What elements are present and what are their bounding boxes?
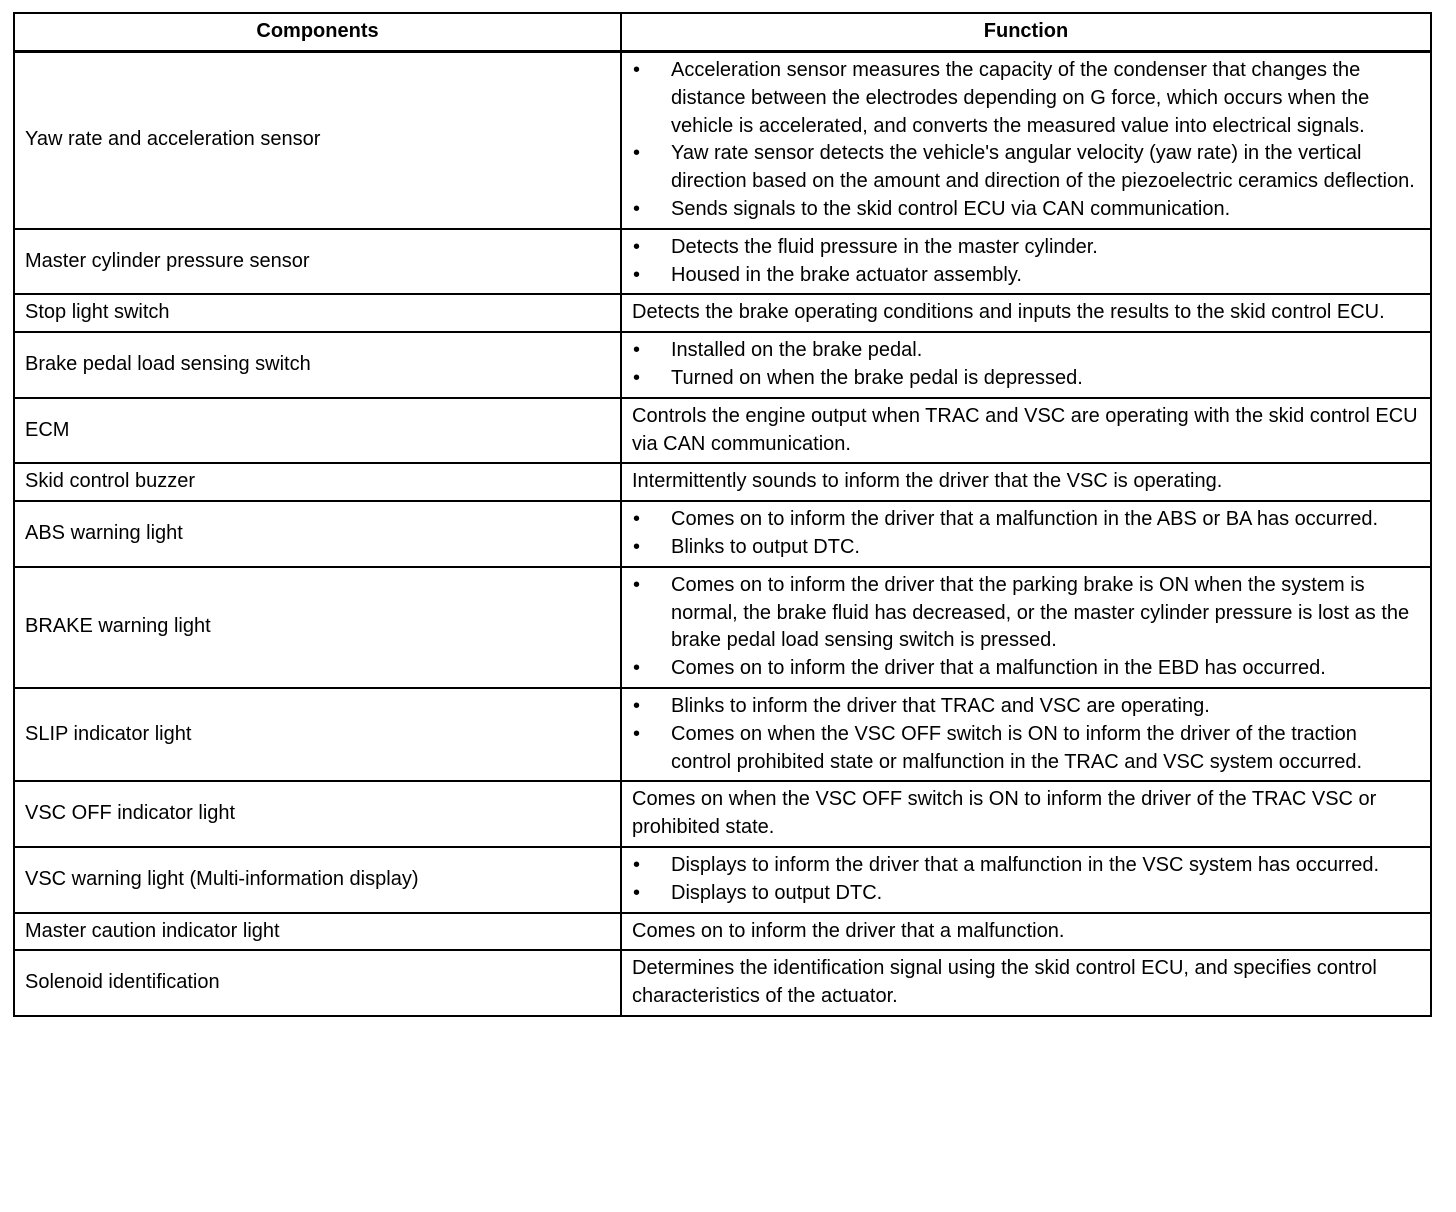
bullet-icon: • [633,366,641,389]
component-name: ABS warning light [14,501,621,567]
component-name: VSC OFF indicator light [14,781,621,847]
function-bullet-item [632,262,1420,290]
function-bullet-item [632,880,1420,908]
components-function-table [13,12,1432,1017]
function-bullet-item [632,852,1420,880]
function-bullet-text: Comes on to inform the driver that a malfunction in the ABS or BA has occurred. [671,508,1379,531]
function-description [621,913,1431,951]
function-bullet-item [632,365,1420,393]
bullet-icon: • [633,657,641,680]
function-description [621,781,1431,847]
header-components: Components [14,13,621,52]
component-name: Solenoid identification [14,950,621,1016]
component-name: Master cylinder pressure sensor [14,229,621,295]
header-row [14,13,1431,52]
function-bullet-item [632,196,1420,224]
table-row [14,501,1431,567]
bullet-icon: • [633,535,641,558]
function-description [621,52,1431,229]
table-body [14,52,1431,1016]
function-bullet-text: Comes on to inform the driver that a malfunction in the EBD has occurred. [671,657,1326,680]
table-row [14,688,1431,781]
function-bullet-text: Installed on the brake pedal. [671,339,923,362]
component-name: Brake pedal load sensing switch [14,332,621,398]
function-bullet-list [632,234,1420,290]
function-bullet-text: Blinks to output DTC. [671,535,860,558]
table-row [14,781,1431,847]
table-row [14,398,1431,464]
function-bullet-list [632,693,1420,776]
function-text: Comes on when the VSC OFF switch is ON to inform the driver of the TRAC VSC or prohibited state. [632,788,1377,839]
function-bullet-item [632,506,1420,534]
function-bullet-item [632,337,1420,365]
function-description [621,950,1431,1016]
function-bullet-text: Displays to inform the driver that a malfunction in the VSC system has occurred. [671,853,1380,876]
function-description [621,332,1431,398]
function-text: Determines the identification signal using the skid control ECU, and specifies control characteristics of the actuator. [632,957,1377,1008]
function-bullet-text: Detects the fluid pressure in the master cylinder. [671,235,1098,258]
bullet-icon: • [633,142,641,165]
bullet-icon: • [633,263,641,286]
table-row [14,913,1431,951]
function-bullet-item [632,721,1420,777]
function-bullet-item [632,655,1420,683]
bullet-icon: • [633,573,641,596]
function-bullet-list [632,506,1420,562]
function-bullet-item [632,57,1420,140]
function-bullet-list [632,337,1420,393]
bullet-icon: • [633,694,641,717]
function-bullet-text: Blinks to inform the driver that TRAC and VSC are operating. [671,694,1210,717]
bullet-icon: • [633,722,641,745]
function-bullet-item [632,534,1420,562]
component-name: BRAKE warning light [14,567,621,688]
bullet-icon: • [633,881,641,904]
bullet-icon: • [633,235,641,258]
table-row [14,52,1431,229]
bullet-icon: • [633,339,641,362]
function-bullet-text: Acceleration sensor measures the capacity of the condenser that changes the distance between the electrodes depending on G force, which occurs when the vehicle is accelerated, and converts the measured value into electrical signals. [671,59,1370,137]
function-description [621,567,1431,688]
function-bullet-item [632,572,1420,655]
component-name: Skid control buzzer [14,463,621,501]
function-bullet-item [632,234,1420,262]
function-description [621,229,1431,295]
table-row [14,294,1431,332]
component-name: VSC warning light (Multi-information display) [14,847,621,913]
table-row [14,332,1431,398]
component-name: SLIP indicator light [14,688,621,781]
function-description [621,688,1431,781]
bullet-icon: • [633,59,641,81]
component-name: Yaw rate and acceleration sensor [14,52,621,229]
function-description [621,847,1431,913]
function-text: Detects the brake operating conditions and inputs the results to the skid control ECU. [632,301,1385,324]
function-bullet-text: Yaw rate sensor detects the vehicle's angular velocity (yaw rate) in the vertical direction based on the amount and direction of the piezoelectric ceramics deflection. [671,142,1415,193]
function-bullet-text: Sends signals to the skid control ECU via CAN communication. [671,197,1231,220]
function-bullet-text: Comes on to inform the driver that the parking brake is ON when the system is normal, the brake fluid has decreased, or the master cylinder pressure is lost as the brake pedal load sensing switch is pressed. [671,573,1410,652]
function-bullet-text: Displays to output DTC. [671,881,883,904]
table-row [14,463,1431,501]
function-bullet-list [632,852,1420,908]
header-function: Function [621,13,1431,52]
function-text: Comes on to inform the driver that a malfunction. [632,919,1065,942]
bullet-icon: • [633,853,641,876]
component-name: Master caution indicator light [14,913,621,951]
function-text: Controls the engine output when TRAC and VSC are operating with the skid control ECU via CAN communication. [632,404,1418,455]
function-bullet-list [632,57,1420,224]
table-row [14,847,1431,913]
bullet-icon: • [633,508,641,531]
component-name: ECM [14,398,621,464]
function-bullet-item [632,140,1420,196]
function-description [621,463,1431,501]
function-bullet-item [632,693,1420,721]
function-text: Intermittently sounds to inform the driver that the VSC is operating. [632,470,1223,493]
table-row [14,567,1431,688]
function-description [621,294,1431,332]
function-bullet-text: Comes on when the VSC OFF switch is ON to inform the driver of the traction control prohibited state or malfunction in the TRAC and VSC system occurred. [671,722,1363,773]
component-name: Stop light switch [14,294,621,332]
table-row [14,950,1431,1016]
table-row [14,229,1431,295]
function-description [621,398,1431,464]
function-bullet-list [632,572,1420,683]
function-bullet-text: Housed in the brake actuator assembly. [671,263,1022,286]
function-bullet-text: Turned on when the brake pedal is depressed. [671,366,1083,389]
function-description [621,501,1431,567]
bullet-icon: • [633,197,641,220]
